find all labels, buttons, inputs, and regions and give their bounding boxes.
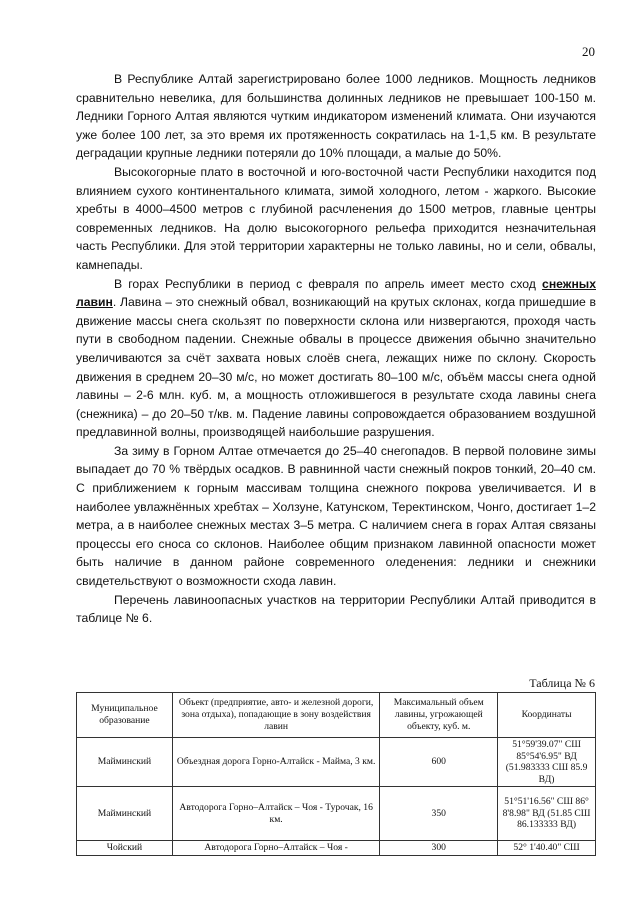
- cell-volume: 600: [380, 738, 498, 787]
- cell-coordinates: 51°59'39.07" СШ 85°54'6.95" ВД (51.983333 СШ 85.9 ВД): [498, 738, 596, 787]
- paragraph-table-reference: Перечень лавиноопасных участков на территории Республики Алтай приводится в таблице № 6.: [76, 592, 596, 626]
- table-caption: Таблица № 6: [529, 676, 595, 690]
- cell-municipality: Чойский: [77, 841, 173, 856]
- header-max-volume: Максимальный объем лавины, угрожающей объекту, куб. м.: [380, 693, 498, 738]
- cell-coordinates: 52° 1'40.40" СШ: [498, 841, 596, 856]
- paragraph-snowfall: За зиму в Горном Алтае отмечается до 25–40 снегопадов. В первой половине зимы выпадает до 70 % твёрдых осадков. В равнинной части снежный покров тонкий, 20–40 см. С приближением к горным массивам толщина снежного покрова увеличивается. И в наиболее увлажнённых хребтах – Холзуне, Катунском, Теректинском, Чонго, достигает 1–2 метра, а в наиболее снежных местах 3–5 метра. С наличием снега в горах Алтая связаны процессы его сноса со склонов. Наиболее общим признаком лавинной опасности может быть наличие в данном районе современного оледенения: ледники и снежники свидетельствуют о возможности схода лавин.: [76, 443, 596, 589]
- cell-object: Объездная дорога Горно-Алтайск - Майма, 3 км.: [172, 738, 379, 787]
- keyword-snow-avalanches: снежных лавин: [76, 276, 596, 310]
- cell-object: Автодорога Горно–Алтайск – Чоя -: [172, 841, 379, 856]
- cell-municipality: Майминский: [77, 738, 173, 787]
- table-row: [77, 787, 596, 841]
- avalanche-sites-table: [76, 692, 596, 856]
- header-object: Объект (предприятие, авто- и железной дороги, зона отдыха), попадающие в зону воздействия лавин: [172, 693, 379, 738]
- paragraph-avalanches: [76, 275, 596, 442]
- cell-coordinates: 51°51'16.56" СШ 86° 8'8.98" ВД (51.85 СШ 86.133333 ВД): [498, 787, 596, 841]
- header-municipality: Муниципальное образование: [77, 693, 173, 738]
- cell-object: Автодорога Горно–Алтайск – Чоя - Турочак, 16 км.: [172, 787, 379, 841]
- paragraph-avalanches-intro: В горах Республики в период с февраля по апрель имеет место сход: [114, 276, 543, 291]
- cell-volume: 350: [380, 787, 498, 841]
- table-header-row: [77, 693, 596, 738]
- header-coordinates: Координаты: [498, 693, 596, 738]
- paragraph-avalanches-body: . Лавина – это снежный обвал, возникающий на крутых склонах, когда пришедшие в движение массы снега скользят по поверхности склона или низвергаются, проходя часть пути в свободном падении. Снежные обвалы в процессе движения обычно значительно увеличиваются за счёт захвата новых слоёв снега, лежащих ниже по склону. Скорость движения в среднем 20–30 м/с, но может достигать 80–100 м/с, объём массы снега одной лавины – 2-6 млн. куб. м, а мощность отложившегося в результате схода лавины снега (снежника) – до 20–50 т/кв. м. Падение лавины сопровождается образованием воздушной предлавинной волны, производящей наибольшие разрушения.: [76, 295, 596, 440]
- table-row: [77, 738, 596, 787]
- cell-volume: 300: [380, 841, 498, 856]
- table-row: [77, 841, 596, 856]
- cell-municipality: Майминский: [77, 787, 173, 841]
- body-text: [76, 70, 596, 628]
- page-number: 20: [582, 44, 595, 59]
- paragraph-highlands: Высокогорные плато в восточной и юго-восточной части Республики находится под влиянием сухого континентального климата, зимой холодного, летом - жаркого. Высокие хребты в 4000–4500 метров с глубиной расчленения до 1500 метров, главные центры современных ледников. На долю высокогорного рельефа приходится незначительная часть Республики. Для этой территории характерны не только лавины, но и сели, обвалы, камнепады.: [76, 164, 596, 272]
- paragraph-glaciers: В Республике Алтай зарегистрировано более 1000 ледников. Мощность ледников сравнительно невелика, для большинства долинных ледников не превышает 100-150 м. Ледники Горного Алтая являются чутким индикатором изменений климата. Они изучаются уже более 100 лет, за это время их протяженность сократилась на 1-1,5 км. В результате деградации крупные ледники потеряли до 10% площади, а малые до 50%.: [76, 72, 596, 161]
